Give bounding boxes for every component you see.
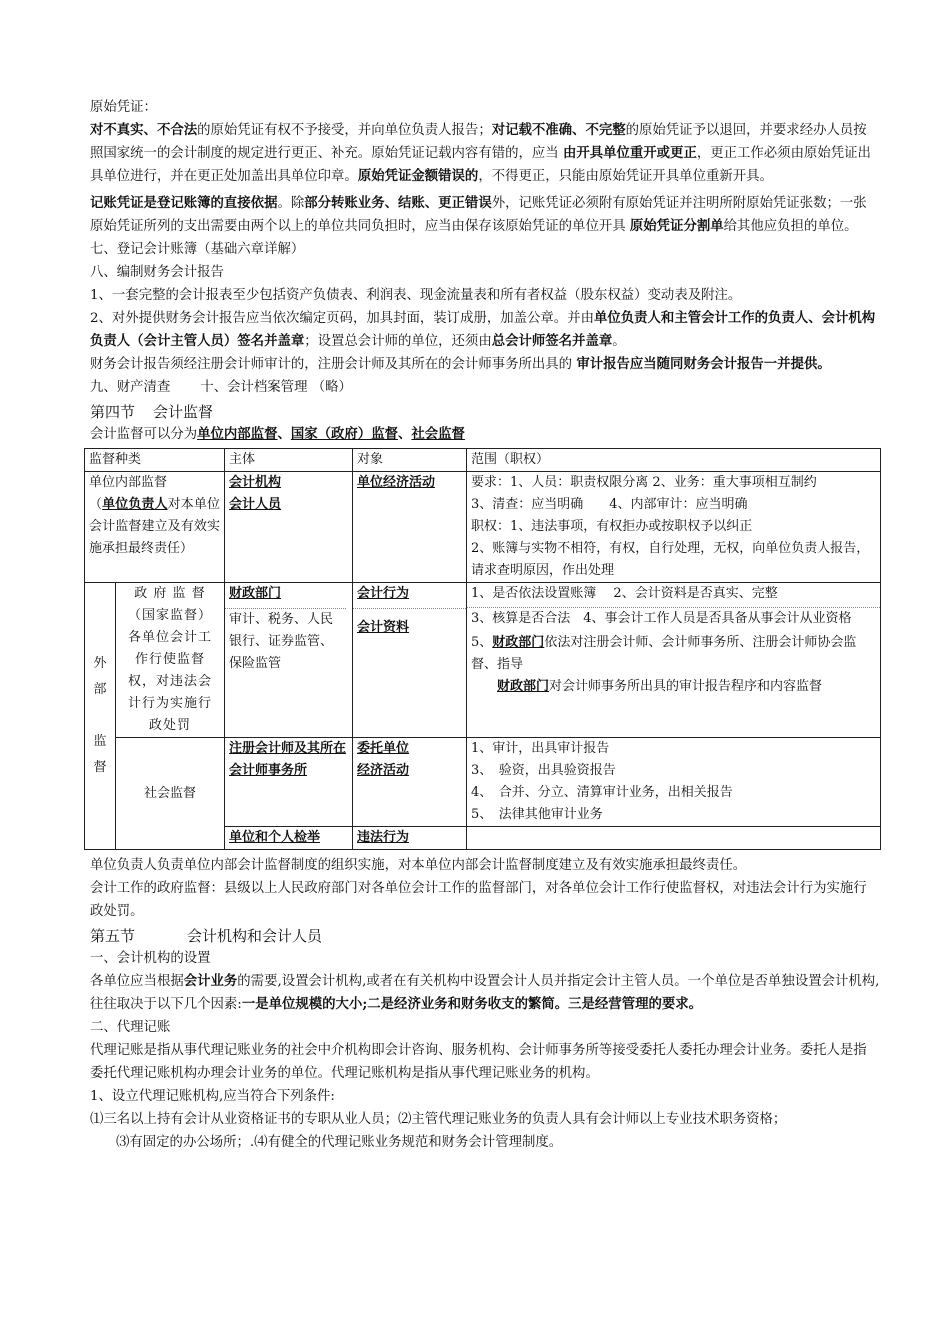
section-title: 会计机构和会计人员	[187, 927, 323, 945]
paragraph-bookkeeping-voucher	[90, 192, 880, 238]
underlined-term: 社会监督	[411, 426, 465, 442]
text: 的原始凭证予以退回，并要求经办人员按照国家统一的会计制度的规定进行更正、补充。原始凭证记载内容有错的，应当	[90, 123, 867, 161]
text: ，不得更正，只能由原始凭证开具单位重新开具。	[478, 169, 773, 184]
bold-text: 会计业务	[183, 973, 238, 989]
text: 部	[93, 682, 107, 697]
paragraph-report-contents: 1、一套完整的会计报表至少包括资产负债表、利润表、现金流量表和所有者权益（股东权益）变动表及附注。	[90, 288, 742, 303]
item-eight: 八、编制财务会计报告	[90, 265, 224, 280]
scope-line: 3、清查：应当明确 4、内部审计：应当明确	[471, 497, 748, 512]
table-row-government	[85, 583, 881, 738]
text: ，更正工作必须由原始凭证出具单位进行，并在更正处加盖出具单位印章。	[90, 146, 871, 184]
bold-text: 记账凭证是登记账簿的直接依据	[90, 195, 278, 211]
underlined-term: 单位负责人	[102, 497, 168, 512]
paragraph-conditions-title: 1、设立代理记账机构,应当符合下列条件:	[90, 1089, 335, 1104]
item-one: 一、会计机构的设置	[90, 951, 211, 966]
item-ten: 十、会计档案管理 （略）	[200, 380, 352, 395]
heading-original-voucher: 原始凭证：	[90, 100, 157, 115]
item-seven: 七、登记会计账簿（基础六章详解）	[90, 242, 305, 257]
item-nine: 九、财产清查	[90, 380, 171, 395]
text: 依法对注册会计师、会计师事务所、注册会计师协会监督、指导	[471, 635, 857, 672]
items-nine-ten	[90, 376, 880, 399]
text: 的原始凭证有权不予接受，并向单位负责人报告；	[197, 123, 492, 138]
bold-text: 总会计师签名并盖章	[491, 333, 613, 349]
bold-text: 原始凭证金额错误的	[357, 168, 479, 184]
scope-line	[471, 676, 876, 698]
text: 5、	[471, 635, 493, 650]
text: 。	[612, 334, 626, 349]
underlined-term: 单位和个人检举	[229, 830, 321, 845]
text: 督	[93, 760, 107, 775]
cell-social-scope	[467, 738, 881, 827]
scope-line: 3、 验资，出具验资报告	[471, 763, 616, 778]
cell-social-subject	[225, 738, 353, 827]
text: 审计、税务、人民银行、证券监管、保险监管	[225, 608, 346, 675]
header-subject: 主体	[225, 449, 353, 472]
cell-report-object	[353, 827, 467, 850]
text: 、	[397, 426, 412, 442]
bold-text: 由开具单位重开或更正	[562, 145, 697, 161]
table-row-internal	[85, 472, 881, 583]
cell-gov-subject	[225, 583, 353, 738]
cell-internal-scope	[467, 472, 881, 583]
paragraph-conditions-1: ⑴三名以上持有会计从业资格证书的专职从业人员；⑵主管代理记账业务的负责人具有会计师以上专业技术职务资格；	[90, 1112, 787, 1127]
scope-line: 要求：1、人员：职责权限分离 2、业务：重大事项相互制约	[471, 475, 817, 490]
document-page	[90, 96, 880, 1154]
cell-social-kind: 社会监督	[116, 738, 225, 850]
scope-line	[471, 632, 876, 676]
underlined-term: 财政部门	[229, 586, 282, 601]
scope-line: 3、核算是否合法 4、事会计工作人员是否具备从事会计从业资格	[467, 607, 880, 630]
cell-report-subject	[225, 827, 353, 850]
paragraph-agency-bookkeeping: 代理记账是指从事代理记账业务的社会中介机构即会计咨询、服务机构、会计师事务所等接受委托人委托办理会计业务。委托人是指委托代理记账机构办理会计业务的单位。代理记账机构是指从事代理记账业务的机构。	[90, 1043, 867, 1081]
scope-line: 1、审计，出具审计报告	[471, 741, 610, 756]
header-kind: 监督种类	[85, 449, 225, 472]
section-number: 第五节	[90, 927, 136, 945]
header-scope: 范围（职权）	[467, 449, 881, 472]
table-row-social	[85, 738, 881, 827]
cell-internal-object	[353, 472, 467, 583]
cell-social-object	[353, 738, 467, 827]
underlined-term: 财政部门	[497, 679, 550, 694]
section-number: 第四节	[90, 403, 136, 421]
bold-text: 一是单位规模的大小;二是经济业务和财务收支的繁简。三是经营管理的要求。	[241, 996, 703, 1012]
scope-line: 职权：1、违法事项，有权拒办或按职权予以纠正	[471, 519, 753, 534]
underlined-term: 国家（政府）监督	[290, 426, 398, 442]
scope-line: 2、账簿与实物不相符，有权，自行处理，无权，向单位负责人报告，请求查明原因，作出处理	[471, 541, 870, 578]
text: 财务会计报告须经注册会计师审计的，注册会计师及其所在的会计师事务所出具的	[90, 357, 577, 372]
underlined-term: 经济活动	[357, 763, 410, 778]
paragraph-gov-supervision: 会计工作的政府监督：县级以上人民政府部门对各单位会计工作的监督部门，对各单位会计工作行使监督权，对违法会计行为实施行政处罚。	[90, 881, 867, 919]
paragraph-conditions-2: ⑶有固定的办公场所；.⑷有健全的代理记账业务规范和财务会计管理制度。	[116, 1135, 563, 1150]
text: 单位内部监督	[89, 475, 168, 490]
underlined-term: 违法行为	[357, 830, 410, 845]
cell-gov-scope	[467, 583, 881, 738]
section-four-title	[90, 401, 880, 423]
text: 外，记账凭证必须附有原始凭证并注明所附原始凭证张数；一张原始凭证所列的支出需要由两个以上的单位共同负担时，应当由保存该原始凭证的单位开具	[90, 196, 867, 234]
text: 监	[93, 734, 107, 749]
text: 外	[93, 656, 107, 671]
section-five-title	[90, 925, 880, 947]
scope-line: 1、是否依法设置账簿 2、会计资料是否真实、完整	[471, 586, 778, 601]
underlined-term: 单位内部监督	[197, 426, 278, 442]
text: 、	[277, 426, 291, 442]
cell-internal-kind	[85, 472, 225, 583]
cell-report-scope	[467, 827, 881, 850]
underlined-term: 会计行为	[357, 586, 410, 601]
bold-text: 对不真实、不合法	[90, 122, 198, 138]
cell-gov-kind: 政 府 监 督（国家监督）各单位会计工作行使监督权，对违法会计行为实施行政处罚	[116, 583, 225, 738]
paragraph-agency-setup	[90, 970, 880, 1016]
underlined-term: 委托单位	[357, 741, 410, 756]
underlined-term: 会计机构	[229, 475, 282, 490]
text: 各单位应当根据	[90, 974, 184, 989]
text: 会计监督可以分为	[90, 427, 198, 442]
underlined-term: 单位经济活动	[357, 475, 436, 490]
underlined-term: 会计资料	[357, 620, 410, 635]
table-header-row	[85, 449, 881, 472]
underlined-term: 注册会计师及其所在会计师事务所	[229, 741, 347, 778]
underlined-term: 会计人员	[229, 497, 282, 512]
text: 2、对外提供财务会计报告应当依次编定页码，加具封面，装订成册，加盖公章。并由	[90, 311, 594, 326]
text: 对会计师事务所出具的审计报告程序和内容监督	[549, 679, 823, 694]
paragraph-original-voucher-rules	[90, 119, 880, 188]
cell-internal-subject	[225, 472, 353, 583]
text: （	[89, 497, 103, 512]
header-object: 对象	[353, 449, 467, 472]
paragraph-internal-responsibility: 单位负责人负责单位内部会计监督制度的组织实施，对本单位内部会计监督制度建立及有效实施承担最终责任。	[90, 858, 747, 873]
cell-external-label	[85, 583, 116, 850]
bold-text: 审计报告应当随同财务会计报告一并提供。	[576, 356, 831, 372]
paragraph-report-signing	[90, 307, 880, 353]
bold-text: 原始凭证分割单	[629, 218, 724, 234]
scope-line: 5、 法律其他审计业务	[471, 807, 603, 822]
item-two: 二、代理记账	[90, 1020, 171, 1035]
paragraph-supervision-types	[90, 423, 880, 446]
supervision-table	[84, 448, 881, 850]
text: 对本单位会计监督建立及有效实施承担最终责任）	[89, 497, 221, 556]
underlined-term: 财政部门	[492, 635, 545, 650]
scope-line: 4、 合并、分立、清算审计业务，出相关报告	[471, 785, 733, 800]
text: ；设置总会计师的单位，还须由	[304, 334, 492, 349]
text: 。除	[277, 196, 305, 211]
cell-gov-object	[353, 583, 467, 738]
text: 给其他应负担的单位。	[723, 219, 858, 234]
bold-text: 部分转账业务、结账、更正错误	[304, 195, 492, 211]
bold-text: 对记载不准确、不完整	[491, 122, 626, 138]
section-title: 会计监督	[153, 403, 214, 421]
bold-text: 单位负责人和主管会计工作的负责人、会计机构负责人（会计主管人员）签名并盖章	[90, 310, 876, 349]
text: 的需要,设置会计机构,或者在有关机构中设置会计人员并指定会计主管人员。一个单位是否单独设置会计机构,往往取决于以下几个因素:	[90, 974, 880, 1012]
paragraph-audit-report	[90, 353, 880, 376]
